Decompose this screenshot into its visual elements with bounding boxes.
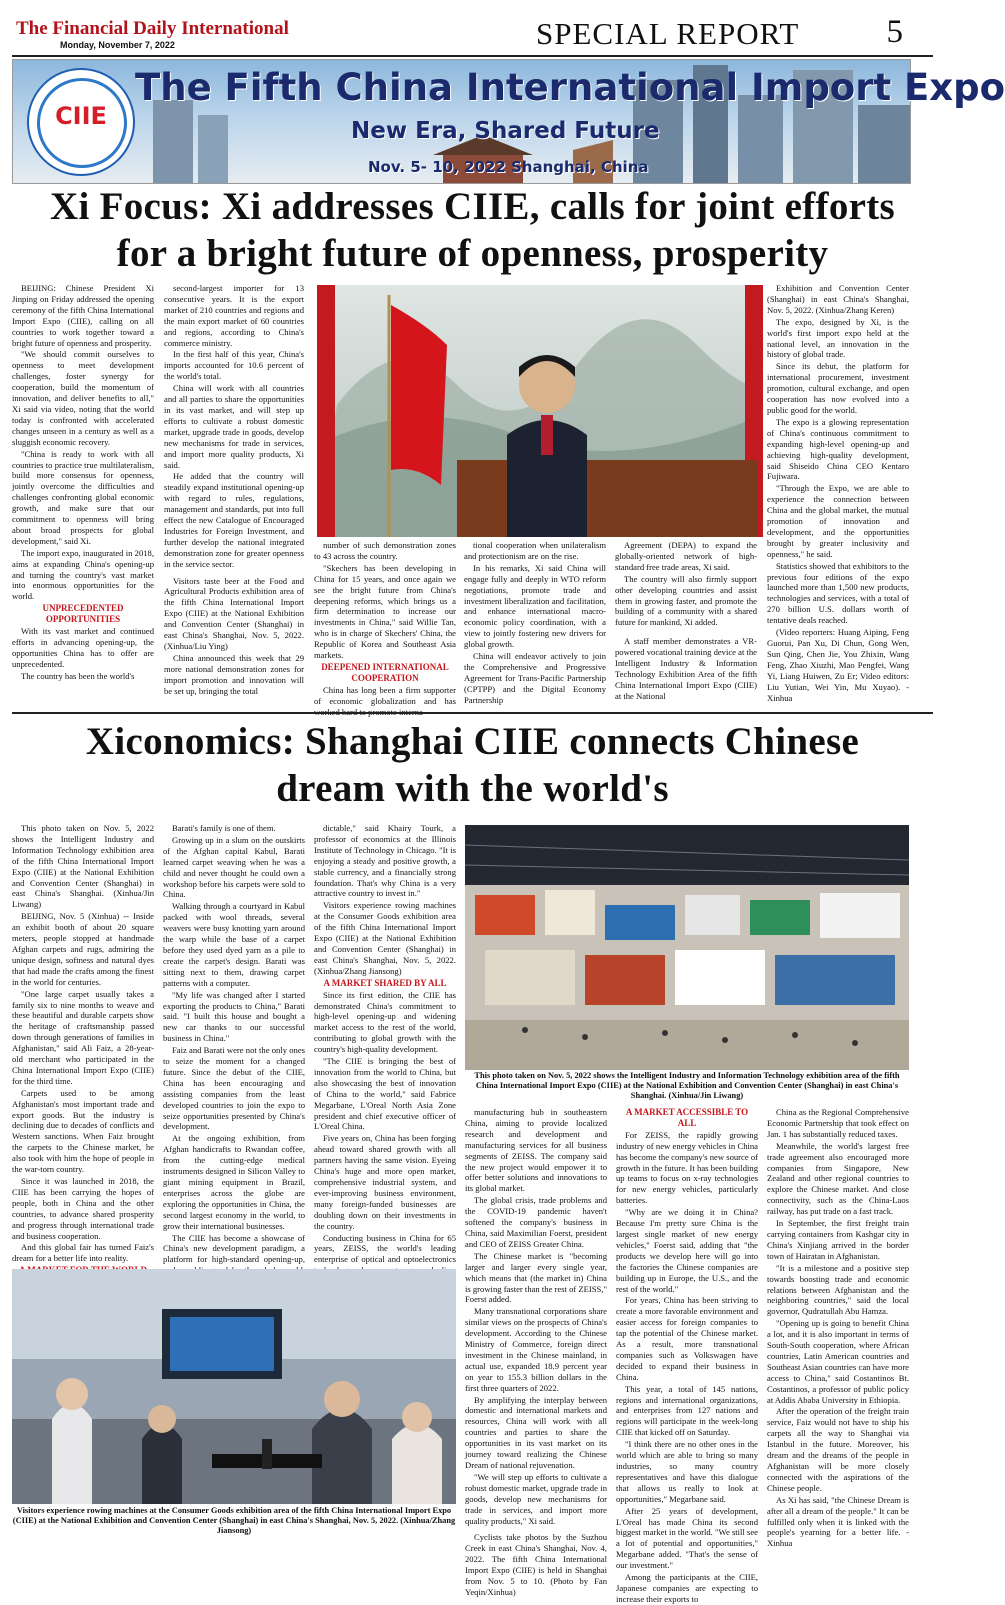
paragraph: Among the participants at the CIIE, Japanese companies are expecting to increase their exports to [616, 1572, 758, 1604]
paragraph: China has long been a firm supporter of economic globalization and has [314, 684, 456, 706]
article2-col4 [465, 1107, 607, 1597]
paragraph: "We should commit ourselves to openness to meet development challenges, foster synergy for cooperation, build the momentum of innovation, and deliver benefits to all," Xi said via video, noting that the world today is confronted with accelerated changes unseen in a century as well as a sluggish economic recovery. [12, 349, 154, 447]
paragraph: dictable," said Khairy Tourk, a professor of economics at the Illinois Institute of Technology in Chicago. "It is enjoying a steady and positive growth, a stable currency, and a financially strong foundation. That's why China is a very attractive country to invest in." [314, 823, 456, 899]
paragraph: China will endeavor actively to join the Comprehensive and Progressive Agreement for Trans-Pacific Partnership (CPTPP) and the Digital Economy Partnership [464, 651, 606, 705]
paragraph: second-largest importer for 13 consecutive years. It is the export market of 210 countries and regions and the main export market of 60 countries and regions, according to China's commerce ministry. [164, 283, 304, 348]
paragraph: Exhibition and Convention Center (Shanghai) in east China's Shanghai, Nov. 5, 2022. (Xinhua/Zhang Keren) [767, 283, 909, 315]
xi-address-photo [317, 285, 763, 537]
masthead [12, 14, 933, 54]
paragraph: At the ongoing exhibition, from Afghan handicrafts to Rwandan coffee, from the cutting-edge medical instruments designed in Silicon Valley to giant mining equipment in Brazil, enterprises across the globe are exploring the opportunities in China, the second largest economy in the world, to grow their international businesses. [163, 1133, 305, 1231]
paragraph: "My life was changed after I started exporting the products to China," Barati said. "I built this house and bought a new car thanks to our successful business in China." [163, 989, 305, 1044]
paragraph: The country will also firmly support other developing countries and assist them in growing faster, and promote the building of a community with a shared future for mankind, Xi added. [615, 573, 757, 628]
paragraph: "Through the Expo, we are able to experience the connection between China and the global market, the mutual promotion of innovation and development, and the opportunities brought by greater inclusivity and openness," he said. [767, 483, 909, 559]
article-divider [12, 712, 933, 714]
article1-headline-line2: for a bright future of openness, prosperity [116, 232, 829, 275]
article1-headline [12, 183, 933, 277]
paragraph: In the first half of this year, China's imports accounted for 10.6 percent of the world's total. [164, 349, 304, 382]
paragraph: By amplifying the interplay between domestic and international markets and resources, China will work with all countries and parties to share the opportunities in its vast market on its journey toward realizing the Chinese Dream of national rejuvenation. [465, 1394, 607, 1470]
paragraph: Growing up in a slum on the outskirts of the Afghan capital Kabul, Barati learned carpet weaving when he was a child and never thought he could own a workshop before his carpets were sold to China. [163, 834, 305, 900]
paragraph: And this global fair has turned Faiz's dream for a better life into reality. [12, 1242, 154, 1264]
paragraph: Statistics showed that exhibitors to the previous four editions of the expo launched more than 1,500 new products, technologies and services, with a total of 270 billion U.S. dollars worth of tentative deals reached. [767, 560, 909, 626]
paragraph: "I think there are no other ones in the world which are able to bring so many industries, so many country representatives and have this dialogue that allows us really to look at opportunities," Megarbane said. [616, 1439, 758, 1504]
paragraph: "We will step up efforts to cultivate a robust domestic market, upgrade trade in goods, develop new mechanisms for trade in services, and import more quality products," Xi said. [465, 1471, 607, 1526]
paragraph: As Xi has said, "the Chinese Dream is after all a dream of the people." It can be fulfilled only when it is linked with the people's yearning for a better life. -Xinhua [767, 1494, 909, 1549]
expo-banner [12, 59, 1005, 184]
paper-name: The Financial Daily International [16, 18, 289, 39]
exhibition-hall-illustration [465, 825, 909, 1070]
paragraph: (Video reporters: Huang Aiping, Feng Guorui, Pan Xu, Di Chun, Gong Wen, Sun Qing, Chen Jie, You Zhixin, Wang Feng, Zhao Xiuzhi, Mao Pengfei, Wang Yi, Liang Huiwen, Zu Er; Video editors: Liu Yutian, Wei Yin, Mu Xuyao). -Xinhua [767, 627, 909, 703]
paragraph: After 25 years of development, L'Oreal has made China its second biggest market in the world. "We still see a lot of potential and opportunities," Megarbane added. "That's the sense of our investment." [616, 1505, 758, 1571]
paragraph: tional cooperation when unilateralism and protectionism are on the rise. [464, 540, 606, 561]
page-number: 5 [886, 14, 903, 50]
paragraph: This photo taken on Nov. 5, 2022 shows the Intelligent Industry and Information Technology exhibition area of the fifth China International Import Expo (CIIE) at the National Exhibition and Convention Center (Shanghai) in east China's Shanghai. (Xinhua/Jin Liwang) [12, 823, 154, 910]
article1-col1 [12, 283, 154, 708]
paragraph: Faiz and Barati were not the only ones to seize the moment for a changed future. Since the debut of the CIIE, China has been encouraging and assisting companies from the least developed countries to join the expo to seize opportunities presented by China's development. [163, 1045, 305, 1132]
paragraph: Barati's family is one of them. [172, 823, 276, 833]
paragraph: "Skechers has been developing in China for 15 years, and once again we see the bright future from China's deepening reforms, which brings us a firm determination to increase our investments in China," said Willie Tan, who is in charge of Skechers' China, the Republic of Korea and Southeast Asia markets. [314, 562, 456, 661]
paragraph: "Why are we doing it in China? Because I'm pretty sure China is the largest single market of new energy vehicles," Foerst said, adding that "the products we develop here will go into the factories the Chinese companies are building up in Europe, the U.S., and the rest of the world." [616, 1207, 758, 1294]
paragraph: Five years on, China has been forging ahead toward shared growth with all partners having the same vision. Eyeing China's huge and more open market, comprehensive industrial system, and ever-improving business environment, many foreign-funded businesses are doubling down on their investments in the country. [314, 1133, 456, 1231]
paragraph: BEIJING, Nov. 5 (Xinhua) -- Inside an exhibit booth of about 20 square meters, people stopped at handmade Afghan carpets and rugs, admiring the unique design, softness and natural dyes that had made the crafts among the finest in the world for centuries. [12, 911, 154, 987]
paragraph: "One large carpet usually takes a family six to nine months to weave and these beautiful and durable carpets show the heritage of craftsmanship passed down through generations of families in Afghanistan," said Ali Faiz, a 28-year-old merchant who participated in the China International Import Expo (CIIE) for the third time. [12, 988, 154, 1086]
article2-col5 [616, 1107, 758, 1604]
paragraph: The Chinese market is "becoming larger and larger every single year, which means that (the market in) China is growing faster than the rest of ZEISS," Foerst added. [465, 1250, 607, 1305]
paragraph: China will work with all countries and all parties to share the opportunities in its vast market, and will step up efforts to cultivate a robust domestic market, upgrade trade in goods, develop new mechanisms for trade in services, and import more quality products, Xi said. [164, 383, 304, 470]
paragraph: "Opening up is going to benefit China a lot, and it is also important in terms of South-South cooperation, where African countries, Latin American countries and Southeast Asian countries can have more access to China," said Costantinos Bt. Costantinos, a professor of public policy at Addis Ababa University in Ethiopia. [767, 1318, 909, 1405]
paragraph: In his remarks, Xi said China will engage fully and deeply in WTO reform negotiations, promote trade and investment liberalization and facilitation, and enhance international macro-economic policy coordination, with a view to jointly fostering new drivers for global growth. [464, 562, 606, 650]
article1-col5 [615, 540, 757, 708]
photo-caption: Cyclists take photos by the Suzhou Creek in east China's Shanghai, Nov. 4, 2022. The fifth China International Import Expo (CIIE) is held in Shanghai from Nov. 5 to 10. (Photo by Fan Yeqin/Xinhua) [465, 1532, 607, 1597]
article2-headline-line1: Xiconomics: Shanghai CIIE connects Chinese [85, 720, 860, 763]
paragraph: The expo, designed by Xi, is the world's first import expo held at the national level, an innovation in the history of global trade. [767, 316, 909, 360]
paragraph: The CIIE has become a showcase of China's new development paradigm, a platform for high-standard opening-up, [163, 1232, 305, 1265]
subhead: UNPRECEDENTED OPPORTUNITIES [42, 603, 124, 625]
article2-headline [12, 718, 933, 812]
paragraph: The global crisis, trade problems and the COVID-19 pandemic haven't softened the company's business in China, said Maximilian Foerst, president and CEO of ZEISS Greater China. [465, 1195, 607, 1249]
paragraph: He added that the country will steadily expand institutional opening-up with regard to rules, regulations, management and standards, put into full effect the new Catalogue of Encouraged Industries for Foreign Investment, and further develop the national integrated demonstration zone for greater openness in the service sector. [164, 471, 304, 569]
paragraph: Carpets used to be among Afghanistan's most important trade and export goods. But the industry is declining due to decades of conflicts and Western sanctions. When Faiz brought the carpets to the Chinese market, he also took with him the hope of people in the war-torn country. [12, 1087, 154, 1175]
paragraph: "China is ready to work with all countries to practice true multilateralism, build more consensus for openness, jointly overcome the difficulties and challenges confronting global economic growth, and make sure that our commitment to openness will bring about broad prospects for global development," said Xi. [12, 448, 154, 546]
paragraph: In September, the first freight train carrying containers from Kashgar city in China's Xinjiang arrived in the border town of Hairatan in Afghanistan. [767, 1218, 909, 1261]
paragraph: Walking through a courtyard in Kabul packed with wool threads, several weavers were busy knotting yarn around the warp while the base of a carpet before they used dyed yarn as a pile to create the carpet's design. Barati was sitting next to them, drawing carpet patterns with a computer. [163, 901, 305, 988]
paragraph: The expo is a glowing representation of China's continuous commitment to expanding high-level opening-up and achieving high-quality development, said Shiseido China CEO Kentaro Fujiwara. [767, 416, 909, 482]
paragraph: Since its debut, the platform for international procurement, investment promotion, cultural exchange, and open cooperation has now evolved into a public good for the world. [767, 361, 909, 415]
photo-caption: Visitors experience rowing machines at the Consumer Goods exhibition area of the fifth China International Import Expo (CIIE) at the National Exhibition and Convention Center (Shanghai) in east China's Shanghai, Nov. 5, 2022. (Xinhua/Zhang Jiansong) [314, 900, 456, 976]
article1-col4 [464, 540, 606, 708]
paragraph: manufacturing hub in southeastern China, aiming to provide localized research and development and manufacturing services for all business segments of ZEISS. The company said the new project would empower it to offer better solutions and innovations to its global market. [465, 1107, 607, 1194]
banner-subtitle: New Era, Shared Future [351, 118, 660, 144]
issue-date: Monday, November 7, 2022 [60, 40, 175, 50]
article1-headline-line1: Xi Focus: Xi addresses CIIE, calls for joint efforts [49, 185, 896, 228]
exhibition-hall-caption: This photo taken on Nov. 5, 2022 shows the Intelligent Industry and Information Technology exhibition area of the fifth China International Import Expo (CIIE) at the National Exhibition and Convention Center (Shanghai) in east China's Shanghai. (Xinhua/Jin Liwang) [474, 1071, 900, 1100]
photo-caption: Visitors taste beer at the Food and Agricultural Products exhibition area of the fifth China International Import Expo (CIIE) at the National Exhibition and Convention Center (Shanghai) in east China's Shanghai, Nov. 5, 2022. (Xinhua/Liu Ying) [164, 575, 304, 651]
paragraph: Many transnational corporations share similar views on the prospects of China's development. According to the Chinese Ministry of Commerce, foreign direct investment in the Chinese mainland, in actual use, expanded 18.9 percent year on year to 155.3 billion dollars in the first three quarters of 2022. [465, 1306, 607, 1393]
article2-col2 [163, 823, 305, 1266]
article2-col1 [12, 823, 154, 1266]
subhead: A MARKET SHARED BY ALL [323, 977, 447, 988]
article2-col3 [314, 823, 456, 1266]
rowing-machines-caption: Visitors experience rowing machines at the Consumer Goods exhibition area of the fifth China International Import Expo (CIIE) at the National Exhibition and Convention Center (Shanghai) in east China's Shanghai, Nov. 5, 2022. (Xinhua/Zhang Jiansong) [12, 1506, 456, 1535]
banner-title: The Fifth China International Import Expo [135, 66, 1005, 109]
subhead: DEEPENED INTERNATIONAL COOPERATION [321, 661, 449, 683]
paragraph: China as the Regional Comprehensive Economic Partnership that took effect on Jan. 1 has substantially reduced taxes. [767, 1107, 909, 1139]
section-title: SPECIAL REPORT [536, 16, 800, 51]
paragraph: Since it was launched in 2018, the CIIE has been carrying the hopes of people, both in China and the other countries, to advance shared prosperity and progress through international trade and business cooperation. [12, 1176, 154, 1241]
paragraph: This year, a total of 145 nations, regions and international organizations, and enterprises from 127 nations and regions will participate in the week-long CIIE that kicked off on Saturday. [616, 1383, 758, 1438]
ciie-logo [27, 68, 135, 176]
paragraph: For ZEISS, the rapidly growing industry of new energy vehicles in China has become the company's new source of growth in the future. It has been building up teams to focus on x-ray technologies for new energy vehicles, particularly batteries. [616, 1129, 758, 1206]
rowing-machines-illustration [12, 1269, 456, 1504]
paragraph: BEIJING: Chinese President Xi Jinping on Friday addressed the opening ceremony of the fifth China International Import Expo (CIIE), calling on all countries to work together toward a bright future of openness and prosperity. [12, 283, 154, 348]
paragraph: The country has been the world's [21, 670, 135, 681]
logo-text: CIIE [55, 102, 107, 130]
rowing-machines-photo [12, 1269, 456, 1504]
paragraph: number of such demonstration zones to 43 across the country. [314, 540, 456, 561]
exhibition-hall-photo [465, 825, 909, 1070]
paragraph: China announced this week that 29 more national demonstration zones for import promotion and innovation will be set up, bringing the total [164, 652, 304, 696]
paragraph: "It is a milestone and a positive step towards boosting trade and economic relations between Afghanistan and the neighboring countries," said the local governor, Qudratullah Abu Hamza. [767, 1262, 909, 1317]
article2-headline-line2: dream with the world's [276, 767, 669, 810]
banner-dates: Nov. 5- 10, 2022 Shanghai, China [368, 158, 649, 176]
masthead-rule [12, 55, 933, 57]
paragraph: For years, China has been striving to create a more favorable environment and easier access for foreign companies to tap the potential of the Chinese market. As a result, more transnational companies such as Volkswagen have decided to expand their business in China. [616, 1295, 758, 1382]
paragraph: "The CIIE is bringing the best of innovation from the world to China, but also showcasing the best of innovation of China to the world," said Fabrice Megarbane, L'Oreal North Asia Zone president and chief executive officer of L'Oreal China. [314, 1056, 456, 1132]
paragraph: The import expo, inaugurated in 2018, aims at expanding China's opening-up and turning the country's vast market into enormous opportunities for the world. [12, 547, 154, 602]
article1-col2 [164, 283, 304, 708]
paragraph: Meanwhile, the world's largest free trade agreement also encouraged more companies from Singapore, New Zealand and other regional countries to explore the Chinese market. And close connectivity, such as the China-Laos railway, has put trade on a fast track. [767, 1140, 909, 1217]
article1-col6 [767, 283, 909, 708]
paragraph: With its vast market and continued efforts in advancing opening-up, the opportunities China has to offer are unprecedented. [12, 626, 154, 669]
paragraph: Agreement (DEPA) to expand the globally-oriented network of high-standard free trade areas, Xi said. [615, 540, 757, 572]
xi-address-illustration [317, 285, 763, 537]
paragraph: A staff member demonstrates a VR-powered vocational training device at the Intelligent Industry & Information Technology Exhibition Area of the fifth China International Import Expo (CIIE) at the National [615, 636, 757, 701]
paragraph: Since its first edition, the CIIE has demonstrated China's commitment to high-level opening-up and widening market access to the rest of the world, contributing to global growth with the country's high-quality development. [314, 989, 456, 1055]
paragraph: After the operation of the freight train service, Faiz would not have to ship his carpets all the way to Shanghai via Istanbul in the future. Moreover, his dream and the dreams of the people in Afghanistan will be more closely connected with the aspirations of the Chinese people. [767, 1406, 909, 1493]
subhead: A MARKET ACCESSIBLE TO ALL [625, 1107, 749, 1128]
paragraph: Conducting business in China for 65 years, ZEISS, the world's leading enterprise of optical and optoelectronics [314, 1232, 456, 1265]
article2-col6 [767, 1107, 909, 1549]
article1-col3 [314, 540, 456, 708]
